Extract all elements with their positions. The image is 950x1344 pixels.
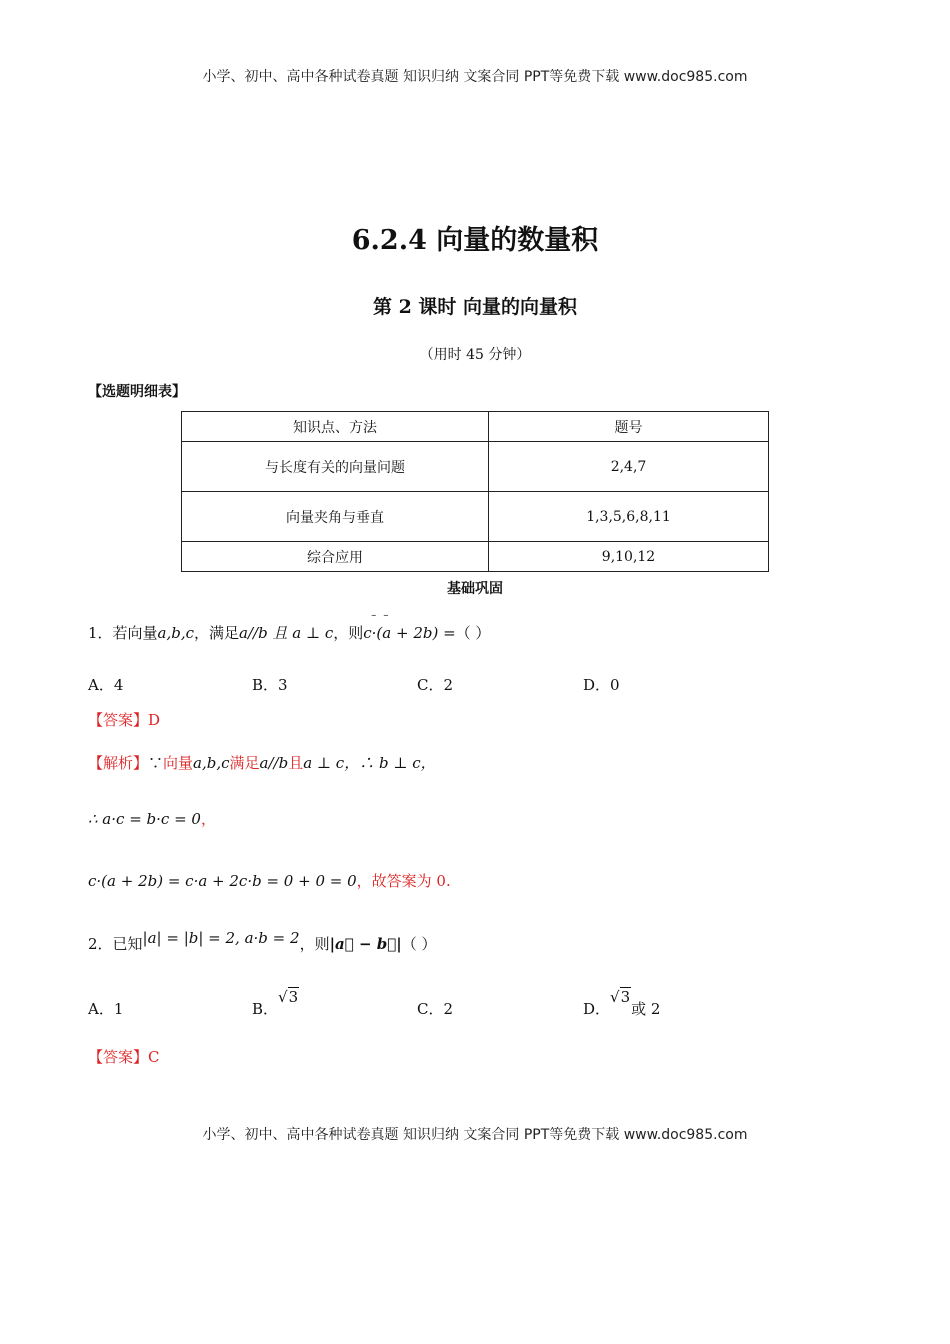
q2-answer-value: C [148, 1048, 160, 1066]
q1-vars: a,b,c [157, 624, 195, 642]
q1-expression: c·(a + 2b) = [363, 624, 456, 642]
q1-analysis-line-2 [88, 808, 216, 829]
q2-condition: |a| = |b| = 2, a·b = 2 [142, 929, 300, 947]
q2-answer [88, 1046, 160, 1067]
q1-analysis-line-1 [88, 752, 436, 773]
page-footer: 小学、初中、高中各种试卷真题 知识归纳 文案合同 PPT等免费下载 www.doc985.com [202, 1127, 748, 1143]
question-1 [88, 610, 491, 643]
analysis-text: ，故答案为 0. [356, 872, 451, 890]
q1-analysis-line-3 [88, 870, 451, 891]
q2-option-b [252, 988, 299, 1019]
table-row [182, 442, 769, 492]
sqrt-symbol: √3 [278, 988, 299, 1006]
q1-expression-wrap [363, 610, 456, 642]
table-row [182, 542, 769, 572]
topic-table [181, 411, 769, 572]
table-header-cell: 题号 [489, 412, 769, 442]
question-2 [88, 929, 437, 954]
q2-blank: （ ） [401, 935, 437, 953]
q1-blank: （ ） [455, 624, 491, 642]
q2-number: 2．已知 [88, 935, 143, 953]
table-header-row [182, 412, 769, 442]
analysis-text: 向量 [163, 754, 194, 772]
option-label: B． [252, 1000, 279, 1018]
analysis-math: c·(a + 2b) = c·a + 2c·b = 0 + 0 = 0 [88, 872, 357, 890]
q1-option-d: D．0 [583, 676, 620, 694]
q2-option-d [583, 988, 661, 1019]
q1-mid: ，满足 [194, 624, 240, 642]
q1-analysis-label: 【解析】 [88, 754, 149, 772]
q1-option-b: B．3 [252, 676, 288, 694]
page-header: 小学、初中、高中各种试卷真题 知识归纳 文案合同 PPT等免费下载 www.doc985.com [202, 69, 748, 85]
sqrt-symbol: √3 [610, 988, 631, 1006]
table-row [182, 492, 769, 542]
table-cell: 与长度有关的向量问题 [182, 442, 489, 492]
analysis-text: ， [200, 810, 216, 828]
table-heading: 【选题明细表】 [88, 384, 186, 400]
sqrt-value: 3 [288, 988, 299, 1006]
q2-then: ，则 [299, 935, 330, 953]
analysis-math: ，∴ b ⊥ c， [344, 754, 436, 772]
page-title: 6.2.4 向量的数量积 [351, 225, 599, 256]
table-header-cell: 知识点、方法 [182, 412, 489, 442]
q1-condition: a//b 且 a ⊥ c [239, 624, 334, 642]
table-cell: 9,10,12 [489, 542, 769, 572]
q1-option-c: C．2 [417, 676, 454, 694]
table-cell: 2,4,7 [489, 442, 769, 492]
time-note: （用时 45 分钟） [419, 347, 531, 363]
q1-answer-value: D [148, 711, 161, 729]
sqrt-value: 3 [620, 988, 631, 1006]
analysis-math: a//b [259, 754, 289, 772]
because-symbol: ∵ [148, 754, 164, 772]
section-heading: 基础巩固 [447, 581, 503, 597]
page-subtitle: 第 2 课时 向量的向量积 [372, 296, 578, 318]
analysis-math: a ⊥ c [303, 754, 345, 772]
q2-option-c: C．2 [417, 1000, 454, 1018]
table-cell: 1,3,5,6,8,11 [489, 492, 769, 542]
q1-then: ，则 [333, 624, 364, 642]
analysis-math: ∴ a·c = b·c = 0 [88, 810, 201, 828]
q2-expression: |a⃗ − b⃗| [329, 935, 402, 953]
option-tail: 或 2 [631, 1000, 661, 1018]
option-label: D． [583, 1000, 611, 1018]
table-cell: 向量夹角与垂直 [182, 492, 489, 542]
q1-option-a: A．4 [88, 676, 124, 694]
q1-answer [88, 709, 160, 730]
q1-number: 1．若向量 [88, 624, 158, 642]
analysis-text: 满足 [229, 754, 260, 772]
vector-bars: – – [371, 610, 391, 621]
q2-option-a: A．1 [88, 1000, 124, 1018]
analysis-math: a,b,c [193, 754, 230, 772]
table-cell: 综合应用 [182, 542, 489, 572]
analysis-text: 且 [288, 754, 304, 772]
q2-answer-label: 【答案】 [88, 1048, 149, 1066]
q1-answer-label: 【答案】 [88, 711, 149, 729]
